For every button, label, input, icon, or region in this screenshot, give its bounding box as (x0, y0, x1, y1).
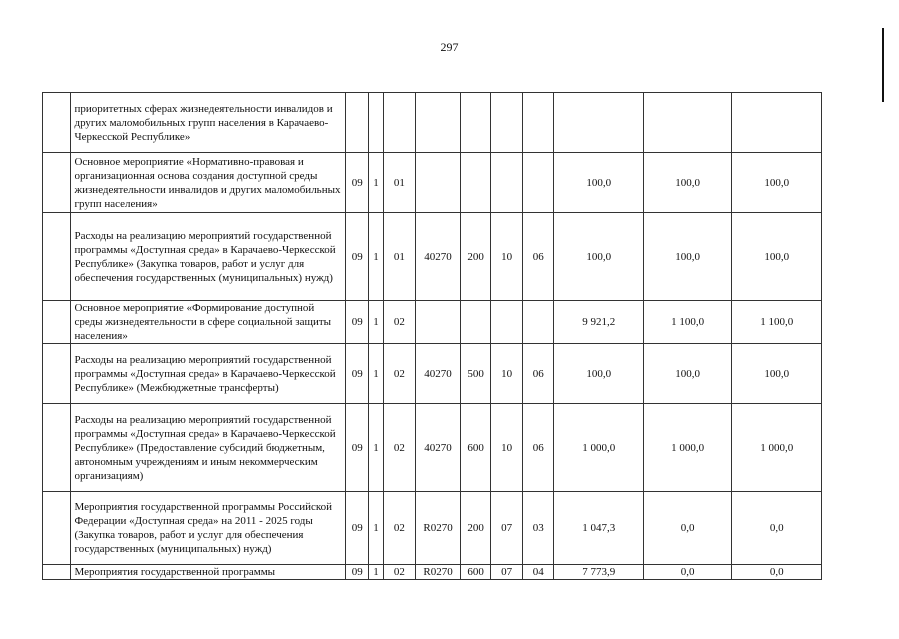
code1-cell (491, 301, 523, 344)
amount-year3: 100,0 (732, 344, 822, 404)
code2-cell: 06 (522, 344, 554, 404)
code2-cell: 06 (522, 213, 554, 301)
table-row (43, 301, 822, 344)
margin-rule (882, 28, 884, 102)
row-name: Мероприятия государственной программы (71, 565, 346, 580)
vr-cell: 200 (460, 213, 491, 301)
row-name: Расходы на реализацию мероприятий государственной программы «Доступная среда» в Карачаево-Черкесской Республике» (Предоставление субсидий бюджетным, автономным учреждениям и иным некоммерческим организациям) (71, 404, 346, 492)
rz-cell: 1 (369, 492, 383, 565)
csr-cell (416, 153, 461, 213)
pr-cell: 02 (383, 344, 416, 404)
csr-cell: R0270 (416, 492, 461, 565)
amount-year3: 1 100,0 (732, 301, 822, 344)
table-row (43, 565, 822, 580)
csr-cell: 40270 (416, 213, 461, 301)
row-name: Расходы на реализацию мероприятий государственной программы «Доступная среда» в Карачаево-Черкесской Республике» (Закупка товаров, работ и услуг для обеспечения государственных (муниципальных) нужд) (71, 213, 346, 301)
pr-cell (383, 93, 416, 153)
vr-cell: 600 (460, 565, 491, 580)
table-row (43, 492, 822, 565)
rz-cell: 1 (369, 404, 383, 492)
amount-year2: 0,0 (643, 492, 731, 565)
row-marker-cell (43, 93, 71, 153)
code2-cell: 03 (522, 492, 554, 565)
rz-cell: 1 (369, 565, 383, 580)
amount-year2 (643, 93, 731, 153)
code1-cell: 10 (491, 213, 523, 301)
code1-cell: 10 (491, 344, 523, 404)
table-row (43, 153, 822, 213)
ved-cell: 09 (346, 213, 369, 301)
row-marker-cell (43, 301, 71, 344)
amount-year3 (732, 93, 822, 153)
vr-cell (460, 153, 491, 213)
page-number: 297 (440, 40, 459, 54)
rz-cell: 1 (369, 344, 383, 404)
row-marker-cell (43, 404, 71, 492)
code1-cell (491, 93, 523, 153)
csr-cell: R0270 (416, 565, 461, 580)
amount-year3: 1 000,0 (732, 404, 822, 492)
pr-cell: 02 (383, 565, 416, 580)
amount-year1: 100,0 (554, 213, 643, 301)
pr-cell: 01 (383, 213, 416, 301)
amount-year1: 7 773,9 (554, 565, 643, 580)
row-marker-cell (43, 565, 71, 580)
code2-cell (522, 93, 554, 153)
code1-cell: 10 (491, 404, 523, 492)
vr-cell: 200 (460, 492, 491, 565)
row-name: Основное мероприятие «Формирование доступной среды жизнедеятельности в сфере социальной защиты населения» (71, 301, 346, 344)
amount-year2: 1 000,0 (643, 404, 731, 492)
ved-cell (346, 93, 369, 153)
vr-cell: 500 (460, 344, 491, 404)
ved-cell: 09 (346, 344, 369, 404)
table-row (43, 344, 822, 404)
pr-cell: 02 (383, 492, 416, 565)
row-name: Основное мероприятие «Нормативно-правовая и организационная основа создания доступной среды жизнедеятельности инвалидов и других маломобильных групп населения» (71, 153, 346, 213)
csr-cell (416, 93, 461, 153)
rz-cell (369, 93, 383, 153)
code1-cell: 07 (491, 492, 523, 565)
amount-year1: 1 000,0 (554, 404, 643, 492)
amount-year1: 1 047,3 (554, 492, 643, 565)
ved-cell: 09 (346, 492, 369, 565)
ved-cell: 09 (346, 301, 369, 344)
ved-cell: 09 (346, 153, 369, 213)
ved-cell: 09 (346, 404, 369, 492)
amount-year3: 100,0 (732, 153, 822, 213)
rz-cell: 1 (369, 213, 383, 301)
amount-year2: 100,0 (643, 344, 731, 404)
pr-cell: 02 (383, 404, 416, 492)
code1-cell (491, 153, 523, 213)
ved-cell: 09 (346, 565, 369, 580)
row-marker-cell (43, 213, 71, 301)
amount-year2: 100,0 (643, 153, 731, 213)
row-marker-cell (43, 344, 71, 404)
amount-year1 (554, 93, 643, 153)
rz-cell: 1 (369, 301, 383, 344)
csr-cell (416, 301, 461, 344)
row-marker-cell (43, 153, 71, 213)
table-row (43, 213, 822, 301)
code2-cell (522, 301, 554, 344)
vr-cell: 600 (460, 404, 491, 492)
amount-year2: 1 100,0 (643, 301, 731, 344)
amount-year3: 0,0 (732, 565, 822, 580)
amount-year1: 100,0 (554, 344, 643, 404)
amount-year1: 100,0 (554, 153, 643, 213)
vr-cell (460, 301, 491, 344)
amount-year3: 100,0 (732, 213, 822, 301)
amount-year3: 0,0 (732, 492, 822, 565)
pr-cell: 02 (383, 301, 416, 344)
amount-year2: 0,0 (643, 565, 731, 580)
csr-cell: 40270 (416, 344, 461, 404)
code2-cell: 04 (522, 565, 554, 580)
code1-cell: 07 (491, 565, 523, 580)
table-row (43, 93, 822, 153)
vr-cell (460, 93, 491, 153)
table-row (43, 404, 822, 492)
row-marker-cell (43, 492, 71, 565)
pr-cell: 01 (383, 153, 416, 213)
code2-cell (522, 153, 554, 213)
csr-cell: 40270 (416, 404, 461, 492)
rz-cell: 1 (369, 153, 383, 213)
row-name: приоритетных сферах жизнедеятельности инвалидов и других маломобильных групп населения в Карачаево-Черкесской Республике» (71, 93, 346, 153)
row-name: Мероприятия государственной программы Российской Федерации «Доступная среда» на 2011 - 2025 годы (Закупка товаров, работ и услуг для обеспечения государственных (муниципальных) нужд) (71, 492, 346, 565)
code2-cell: 06 (522, 404, 554, 492)
row-name: Расходы на реализацию мероприятий государственной программы «Доступная среда» в Карачаево-Черкесской Республике» (Межбюджетные трансферты) (71, 344, 346, 404)
budget-table (42, 92, 822, 580)
amount-year2: 100,0 (643, 213, 731, 301)
amount-year1: 9 921,2 (554, 301, 643, 344)
